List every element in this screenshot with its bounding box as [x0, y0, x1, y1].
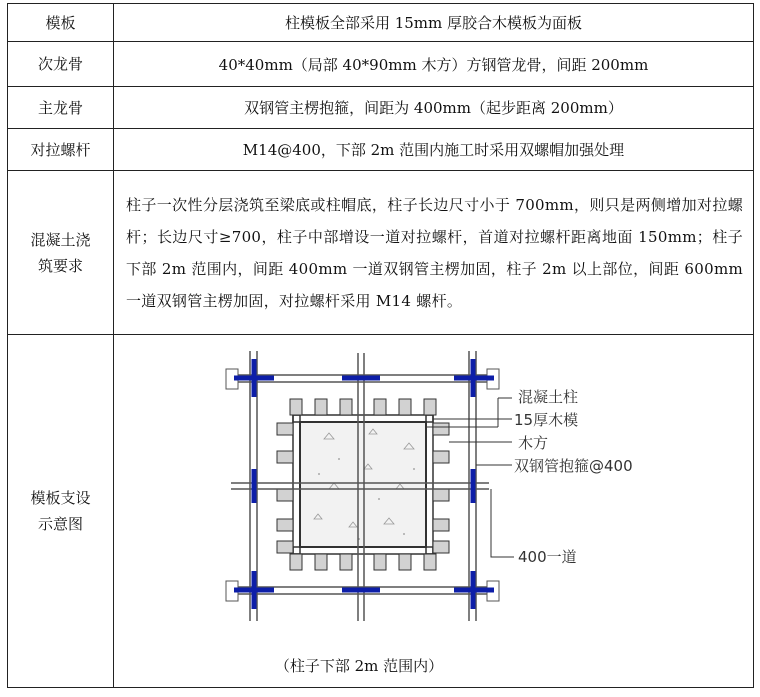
row-label: 模板 — [8, 4, 114, 42]
row-label: 主龙骨 — [8, 87, 114, 129]
row-value: 双钢管主楞抱箍，间距为 400mm（起步距离 200mm） — [114, 87, 754, 129]
row-formwork — [8, 4, 754, 42]
spec-table — [7, 3, 754, 688]
callout-concrete-column: 混凝土柱 — [518, 387, 579, 406]
row-value: 柱子一次性分层浇筑至梁底或柱帽底，柱子长边尺寸小于 700mm，则只是两侧增加对拉螺杆；长边尺寸≥700，柱子中部增设一道对拉螺杆，首道对拉螺杆距离地面 150mm；柱子下部 2m 范围内，间距 400mm 一道双钢管主楞加固，柱子 2m 以上部位，间距 600mm 一道双钢管主楞加固，对拉螺杆采用 M14 螺杆。 — [114, 171, 754, 335]
callout-timber: 木方 — [518, 433, 549, 452]
diagram-wrapper — [114, 339, 753, 684]
row-diagram — [8, 335, 754, 688]
row-value: 40*40mm（局部 40*90mm 木方）方钢管龙骨，间距 200mm — [114, 42, 754, 87]
callout-plywood: 15厚木模 — [514, 410, 579, 429]
diagram-caption: （柱子下部 2m 范围内） — [274, 656, 444, 675]
formwork-diagram — [114, 339, 754, 689]
concrete-column — [300, 422, 426, 547]
row-label: 次龙骨 — [8, 42, 114, 87]
leader-lines — [426, 398, 514, 557]
row-main-joist — [8, 87, 754, 129]
row-label: 混凝土浇筑要求 — [8, 171, 114, 335]
row-tie-bolt — [8, 129, 754, 171]
row-label: 对拉螺杆 — [8, 129, 114, 171]
row-secondary-joist — [8, 42, 754, 87]
row-value: M14@400，下部 2m 范围内施工时采用双螺帽加强处理 — [114, 129, 754, 171]
callout-spacing: 400一道 — [518, 547, 577, 566]
callout-pipe-hoop: 双钢管抱箍@400 — [514, 456, 633, 475]
diagram-cell — [114, 335, 754, 688]
row-concrete-pouring — [8, 171, 754, 335]
row-value: 柱模板全部采用 15mm 厚胶合木模板为面板 — [114, 4, 754, 42]
row-label: 模板支设示意图 — [8, 335, 114, 688]
